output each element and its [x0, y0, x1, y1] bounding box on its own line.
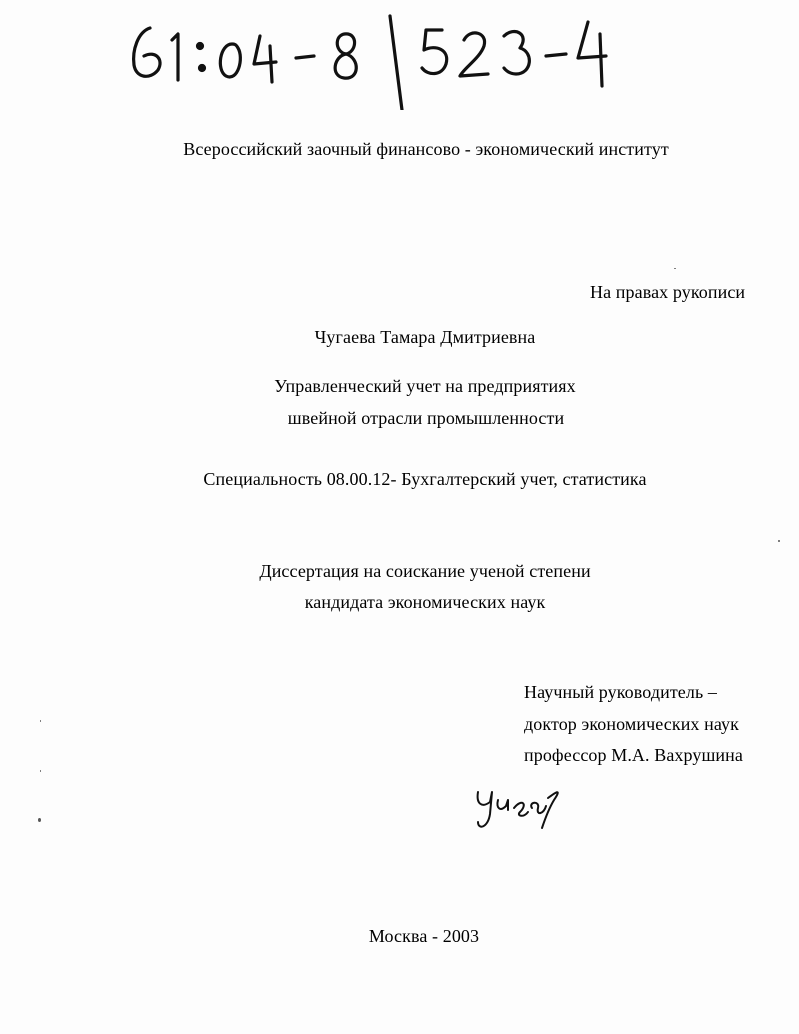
thesis-title-line-1: Управленческий учет на предприятиях — [274, 376, 576, 396]
city-year: Москва - 2003 — [368, 926, 480, 946]
scan-speck — [38, 818, 41, 822]
specialty: Специальность 08.00.12- Бухгалтерский учет, статистика — [203, 469, 647, 489]
institution-name: Всероссийский заочный финансово - экономический институт — [183, 139, 669, 159]
handwritten-signature — [468, 778, 568, 836]
degree-line-1: Диссертация на соискание ученой степени — [259, 561, 591, 581]
degree-line-2: кандидата экономических наук — [304, 592, 546, 612]
scan-speck — [40, 770, 41, 772]
scan-speck — [674, 268, 676, 269]
author-name: Чугаева Тамара Дмитриевна — [314, 327, 536, 347]
scan-speck — [778, 540, 780, 542]
supervisor-line-3: профессор М.А. Вахрушина — [524, 745, 743, 765]
thesis-title-line-2: швейной отрасли промышленности — [287, 408, 565, 428]
supervisor-line-1: Научный руководитель – — [524, 682, 717, 702]
manuscript-note: На правах рукописи — [590, 282, 746, 302]
handwritten-archive-code — [120, 10, 620, 110]
scan-speck — [40, 720, 41, 722]
supervisor-line-2: доктор экономических наук — [524, 714, 739, 734]
